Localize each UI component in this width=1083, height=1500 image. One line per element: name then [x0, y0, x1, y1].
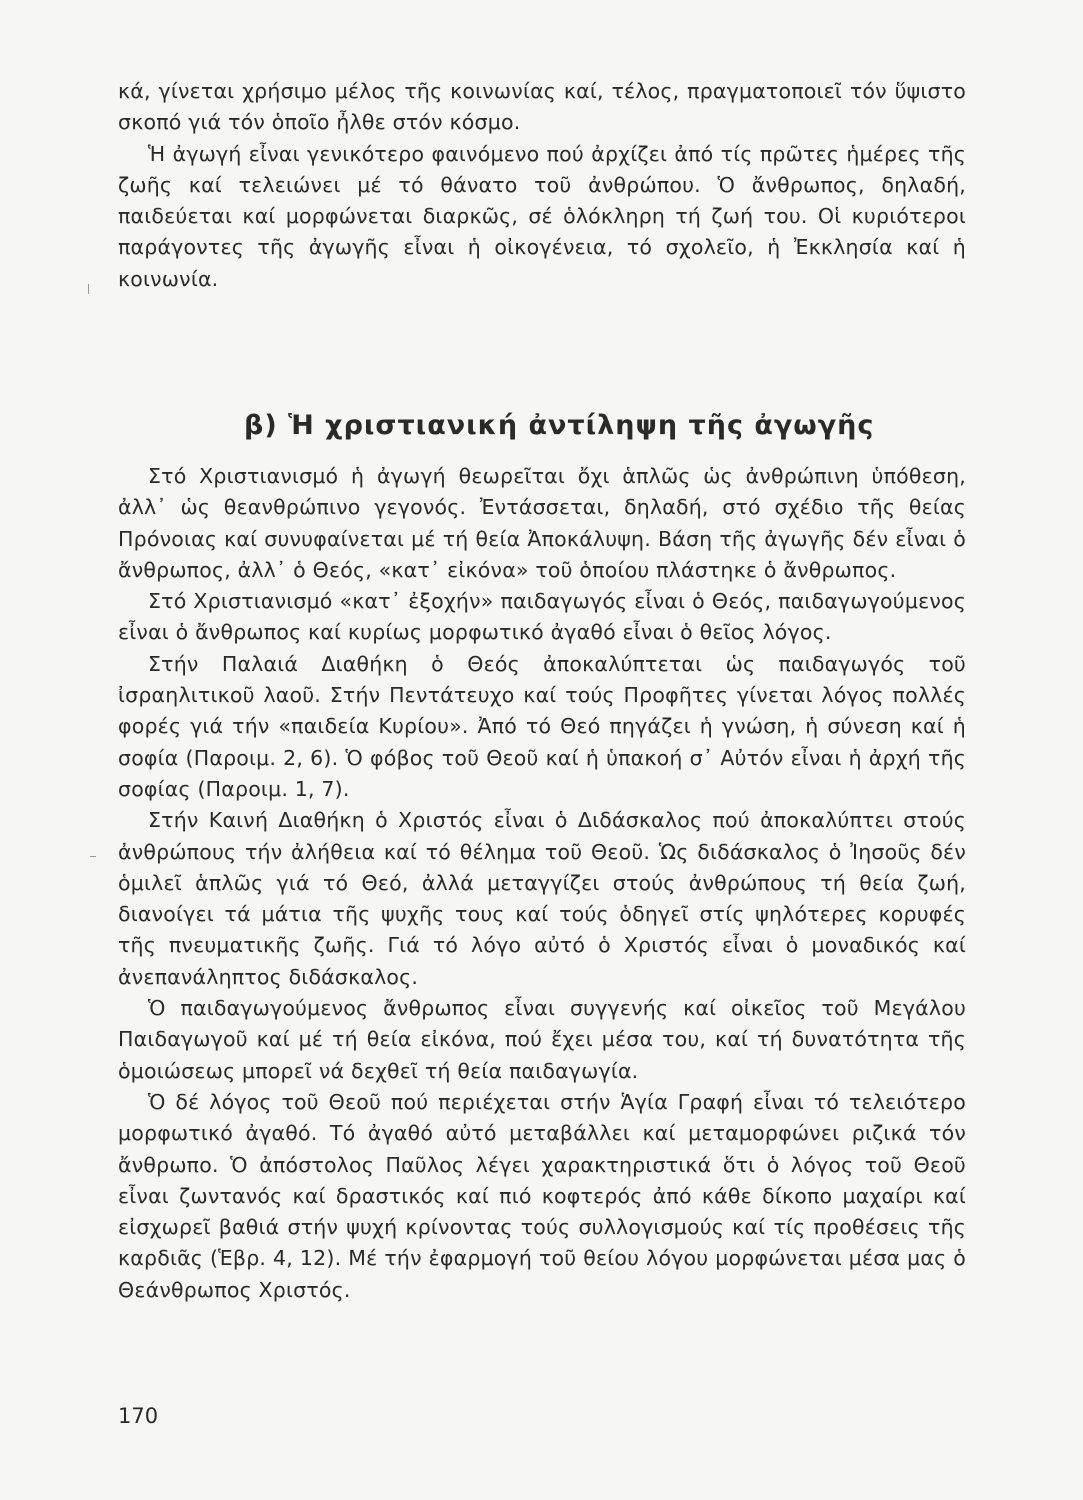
body-paragraph: Ὁ δέ λόγος τοῦ Θεοῦ πού περιέχεται στήν Ἁγία Γραφή εἶναι τό τελειότερο μορφωτικό ἀγαθό. Τό ἀγαθό αὐτό μεταβάλλει καί μεταμορφώνει ριζικά τόν ἄνθρωπο. Ὁ ἀπόστολος Παῦλος λέγει χαρακτηριστικά ὅτι ὁ λόγος τοῦ Θεοῦ εἶναι ζωντανός καί δραστικός καί πιό κοφτερός ἀπό κάθε δίκοπο μαχαίρι καί εἰσχωρεῖ βαθιά στήν ψυχή κρίνοντας τούς συλλογισμούς καί τίς προθέσεις τῆς καρδιᾶς (Ἑβρ. 4, 12). Μέ τήν ἐφαρμογή τοῦ θείου λόγου μορφώνεται μέσα μας ὁ Θεάνθρωπος Χριστός.	[118, 1089, 966, 1302]
continuation-paragraph: κά, γίνεται χρήσιμο μέλος τῆς κοινωνίας καί, τέλος, πραγματοποιεῖ τόν ὕψιστο σκοπό γιά τόν ὁποῖο ἦλθε στόν κόσμο.	[118, 79, 966, 135]
page-number: 170	[118, 1404, 159, 1428]
body-paragraph: Στό Χριστιανισμό «κατ᾽ ἐξοχήν» παιδαγωγός εἶναι ὁ Θεός, παιδαγωγούμενος εἶναι ὁ ἄνθρωπος καί κυρίως μορφωτικό ἀγαθό εἶναι ὁ θεῖος λόγος.	[118, 589, 966, 645]
section-body	[118, 461, 966, 1306]
body-paragraph: Στήν Παλαιά Διαθήκη ὁ Θεός ἀποκαλύπτεται ὡς παιδαγωγός τοῦ ἰσραηλιτικοῦ λαοῦ. Στήν Πεντάτευχο καί τούς Προφῆτες γίνεται λόγος πολλές φορές γιά τήν «παιδεία Κυρίου». Ἀπό τό Θεό πηγάζει ἡ γνώση, ἡ σύνεση καί ἡ σοφία (Παροιμ. 2, 6). Ὁ φόβος τοῦ Θεοῦ καί ἡ ὑπακοή σ᾽ Αὐτόν εἶναι ἡ ἀρχή τῆς σοφίας (Παροιμ. 1, 7).	[118, 651, 966, 801]
intro-paragraph: Ἡ ἀγωγή εἶναι γενικότερο φαινόμενο πού ἀρχίζει ἀπό τίς πρῶτες ἡμέρες τῆς ζωῆς καί τελειώνει μέ τό θάνατο τοῦ ἀνθρώπου. Ὁ ἄνθρωπος, δηλαδή, παιδεύεται καί μορφώνεται διαρκῶς, σέ ὁλόκληρη τή ζωή του. Οἱ κυριότεροι παράγοντες τῆς ἀγωγῆς εἶναι ἡ οἰκογένεια, τό σχολεῖο, ἡ Ἐκκλησία καί ἡ κοινωνία.	[118, 141, 966, 291]
body-paragraph: Στήν Καινή Διαθήκη ὁ Χριστός εἶναι ὁ Διδάσκαλος πού ἀποκαλύπτει στούς ἀνθρώπους τήν ἀλήθεια καί τό θέλημα τοῦ Θεοῦ. Ὡς διδάσκαλος ὁ Ἰησοῦς δέν ὁμιλεῖ ἁπλῶς γιά τό Θεό, ἀλλά μεταγγίζει στούς ἀνθρώπους τή θεία ζωή, διανοίγει τά μάτια τῆς ψυχῆς τους καί τούς ὁδηγεῖ στίς ψηλότερες κορυφές τῆς πνευματικῆς ζωῆς. Γιά τό λόγο αὐτό ὁ Χριστός εἶναι ὁ μοναδικός καί ἀνεπανάληπτος διδάσκαλος.	[118, 808, 966, 989]
intro-block	[118, 76, 966, 295]
margin-mark	[88, 284, 89, 294]
margin-mark	[90, 856, 96, 857]
section-heading: β) Ἡ χριστιανική ἀντίληψη τῆς ἀγωγῆς	[244, 410, 875, 441]
body-paragraph: Ὁ παιδαγωγούμενος ἄνθρωπος εἶναι συγγενής καί οἰκεῖος τοῦ Μεγάλου Παιδαγωγοῦ καί μέ τή θεία εἰκόνα, πού ἔχει μέσα του, καί τή δυνατότητα τῆς ὁμοιώσεως μπορεῖ νά δεχθεῖ τή θεία παιδαγωγία.	[118, 996, 966, 1083]
body-paragraph: Στό Χριστιανισμό ἡ ἀγωγή θεωρεῖται ὄχι ἁπλῶς ὡς ἀνθρώπινη ὑπόθεση, ἀλλ᾽ ὡς θεανθρώπινο γεγονός. Ἐντάσσεται, δηλαδή, στό σχέδιο τῆς θείας Πρόνοιας καί συνυφαίνεται μέ τή θεία Ἀποκάλυψη. Βάση τῆς ἀγωγῆς δέν εἶναι ὁ ἄνθρωπος, ἀλλ᾽ ὁ Θεός, «κατ᾽ εἰκόνα» τοῦ ὁποίου πλάστηκε ὁ ἄνθρωπος.	[118, 464, 966, 582]
